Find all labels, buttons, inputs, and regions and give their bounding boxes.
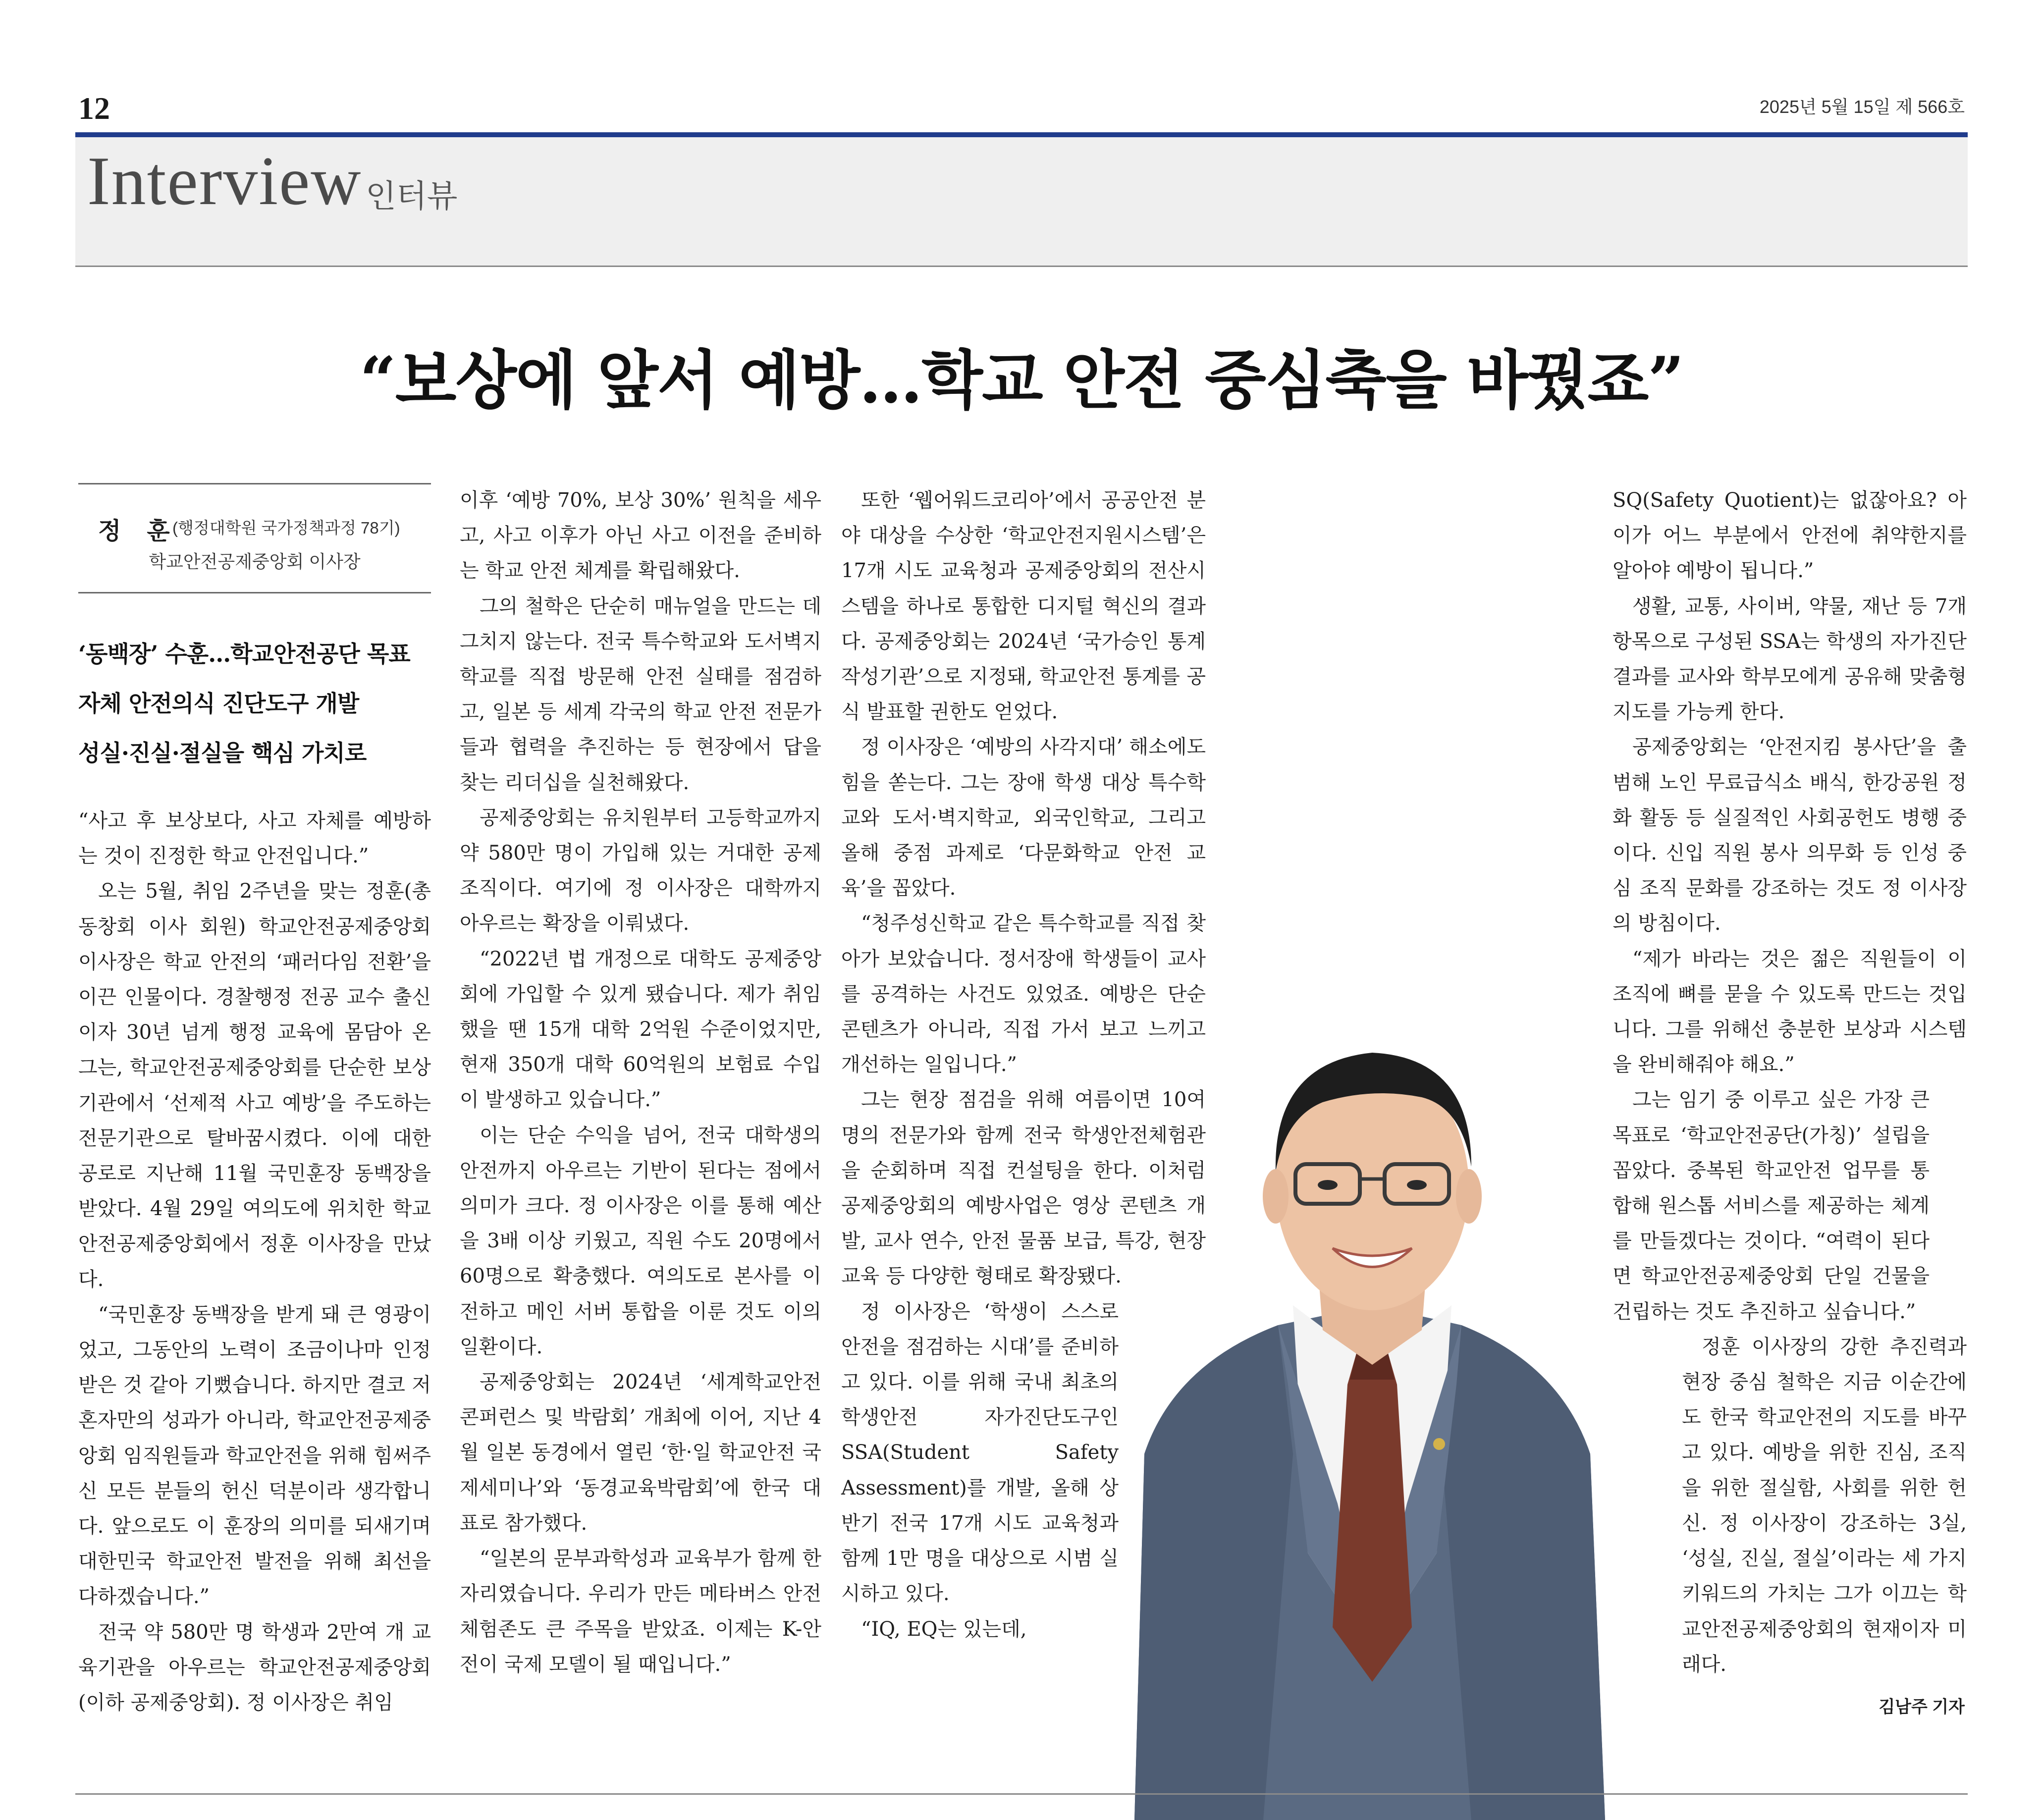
article-column-4 bbox=[1613, 483, 1967, 1682]
paragraph: 생활, 교통, 사이버, 약물, 재난 등 7개 항목으로 구성된 SSA는 학생의 자가진단 결과를 교사와 학부모에게 공유해 맞춤형 지도를 가능케 한다. bbox=[1613, 594, 1967, 724]
interviewee-portrait bbox=[1115, 1008, 1605, 1820]
paragraph: 이후 ‘예방 70%, 보상 30%’ 원칙을 세우고, 사고 이후가 아닌 사고 이전을 준비하는 학교 안전 체계를 확립해왔다. bbox=[460, 489, 821, 583]
paragraph: 그는 임기 중 이루고 싶은 가장 큰 목표로 ‘학교안전공단(가칭)’ 설립을 꼽았다. 중복된 학교안전 업무를 통합해 원스톱 서비스를 제공하는 체계를 만들겠다는 것이다. “여력이 된다면 학교안전공제중앙회 단일 건물을 건립하는 것도 추진하고 싶습니다.” bbox=[1613, 1088, 1930, 1323]
article-column-1 bbox=[78, 803, 431, 1720]
page-number: 12 bbox=[78, 91, 110, 126]
paragraph: “청주성신학교 같은 특수학교를 직접 찾아가 보았습니다. 정서장애 학생들이 교사를 공격하는 사건도 있었죠. 예방은 단순 콘텐츠가 아니라, 직접 가서 보고 느끼고 개선하는 일입니다.” bbox=[841, 912, 1206, 1076]
paragraph: 그는 현장 점검을 위해 여름이면 10여 명의 전문가와 함께 전국 학생안전체험관을 순회하며 직접 컨설팅을 한다. 이처럼 공제중앙회의 예방사업은 영상 콘텐츠 개발, 교사 연수, 안전 물품 보급, 특강, 현장 교육 등 다양한 형태로 확장됐다. bbox=[841, 1088, 1206, 1288]
subhead: 성실·진실·절실을 핵심 가치로 bbox=[78, 740, 367, 766]
paragraph: “사고 후 보상보다, 사고 자체를 예방하는 것이 진정한 학교 안전입니다.” bbox=[78, 809, 431, 868]
paragraph: 이는 단순 수익을 넘어, 전국 대학생의 안전까지 아우르는 기반이 된다는 점에서 의미가 크다. 정 이사장은 이를 통해 예산을 3배 이상 키웠고, 직원 수도 20명에서 60명으로 확충했다. 여의도로 본사를 이전하고 메인 서버 통합을 이룬 것도 이의 일환이다. bbox=[460, 1124, 821, 1358]
paragraph: 공제중앙회는 ‘안전지킴 봉사단’을 출범해 노인 무료급식소 배식, 한강공원 정화 활동 등 실질적인 사회공헌도 병행 중이다. 신입 직원 봉사 의무화 등 인성 중심 조직 문화를 강조하는 것도 정 이사장의 방침이다. bbox=[1613, 736, 1967, 935]
headline: “보상에 앞서 예방…학교 안전 중심축을 바꿨죠” bbox=[360, 343, 1683, 418]
top-rule bbox=[75, 132, 1968, 137]
paragraph: 공제중앙회는 유치원부터 고등학교까지 약 580만 명이 가입해 있는 거대한 공제 조직이다. 여기에 정 이사장은 대학까지 아우르는 확장을 이뤄냈다. bbox=[460, 806, 821, 935]
bottom-rule bbox=[75, 1793, 1968, 1795]
paragraph: “2022년 법 개정으로 대학도 공제중앙회에 가입할 수 있게 됐습니다. 제가 취임했을 땐 15개 대학 2억원 수준이었지만, 현재 350개 대학 60억원의 보험료 수입이 발생하고 있습니다.” bbox=[460, 947, 821, 1112]
article-column-2 bbox=[460, 483, 821, 1682]
section-title-ko: 인터뷰 bbox=[366, 178, 458, 214]
paragraph: 정 이사장은 ‘학생이 스스로 안전을 점검하는 시대’를 준비하고 있다. 이를 위해 국내 최초의 학생안전 자가진단도구인 SSA(Student Safety Assessment)를 개발, 올해 상반기 전국 17개 시도 교육청과 함께 1만 명을 대상으로 시범 실시하고 있다. bbox=[841, 1300, 1119, 1606]
paragraph: “일본의 문부과학성과 교육부가 함께 한 자리였습니다. 우리가 만든 메타버스 안전 체험존도 큰 주목을 받았죠. 이제는 K-안전이 국제 모델이 될 때입니다.” bbox=[460, 1547, 821, 1676]
subheads bbox=[78, 629, 431, 778]
paragraph: 공제중앙회는 2024년 ‘세계학교안전 콘퍼런스 및 박람회’ 개최에 이어, 지난 4월 일본 동경에서 열린 ‘한·일 학교안전 국제세미나’와 ‘동경교육박람회’에 한국 대표로 참가했다. bbox=[460, 1371, 821, 1535]
issue-info: 2025년 5월 15일 제 566호 bbox=[1759, 97, 1965, 117]
byline-name: 정 훈 bbox=[98, 518, 180, 544]
paragraph: 오는 5월, 취임 2주년을 맞는 정훈(총동창회 이사 회원) 학교안전공제중앙회 이사장은 학교 안전의 ‘패러다임 전환’을 이끈 인물이다. 경찰행정 전공 교수 출신이자 30년 넘게 행정 교육에 몸담아 온 그는, 학교안전공제중앙회를 단순한 보상 기관에서 ‘선제적 사고 예방’을 주도하는 전문기관으로 탈바꿈시켰다. 이에 대한 공로로 지난해 11월 국민훈장 동백장을 받았다. 4월 29일 여의도에 위치한 학교안전공제중앙회에서 정훈 이사장을 만났다. bbox=[78, 880, 431, 1291]
byline-box bbox=[78, 483, 431, 593]
paragraph: “제가 바라는 것은 젊은 직원들이 이 조직에 뼈를 묻을 수 있도록 만드는 것입니다. 그를 위해선 충분한 보상과 시스템을 완비해줘야 해요.” bbox=[1613, 947, 1967, 1076]
paragraph: 정훈 이사장의 강한 추진력과 현장 중심 철학은 지금 이순간에도 한국 학교안전의 지도를 바꾸고 있다. 예방을 위한 진심, 조직을 위한 절실함, 사회를 위한 헌신. 정 이사장이 강조하는 3실, ‘성실, 진실, 절실’이라는 세 가지 키워드의 가치는 그가 이끄는 학교안전공제중앙회의 현재이자 미래다. bbox=[1682, 1335, 1967, 1676]
paragraph: “IQ, EQ는 있는데, bbox=[861, 1617, 1027, 1641]
subhead: 자체 안전의식 진단도구 개발 bbox=[78, 690, 359, 717]
reporter-credit: 김남주 기자 bbox=[1879, 1698, 1965, 1716]
paragraph: “국민훈장 동백장을 받게 돼 큰 영광이었고, 그동안의 노력이 조금이나마 인정받은 것 같아 기뻤습니다. 하지만 결코 저 혼자만의 성과가 아니라, 학교안전공제중앙회 임직원들과 학교안전을 위해 힘써주신 모든 분들의 헌신 덕분이라 생각합니다. 앞으로도 이 훈장의 의미를 되새기며 대한민국 학교안전 발전을 위해 최선을 다하겠습니다.” bbox=[78, 1303, 431, 1608]
subhead: ‘동백장’ 수훈…학교안전공단 목표 bbox=[78, 641, 410, 667]
paragraph: 전국 약 580만 명 학생과 2만여 개 교육기관을 아우르는 학교안전공제중앙회(이하 공제중앙회). 정 이사장은 취임 bbox=[78, 1620, 431, 1714]
paragraph: 그의 철학은 단순히 매뉴얼을 만드는 데 그치지 않는다. 전국 특수학교와 도서벽지 학교를 직접 방문해 안전 실태를 점검하고, 일본 등 세계 각국의 학교 안전 전문가들과 협력을 추진하는 등 현장에서 답을 찾는 리더십을 실천해왔다. bbox=[460, 594, 821, 794]
byline-credentials: (행정대학원 국가정책과정 78기) bbox=[172, 519, 400, 537]
paragraph: 또한 ‘웹어워드코리아’에서 공공안전 분야 대상을 수상한 ‘학교안전지원시스템’은 17개 시도 교육청과 공제중앙회의 전산시스템을 하나로 통합한 디지털 혁신의 결과다. 공제중앙회는 2024년 ‘국가승인 통계작성기관’으로 지정돼, 학교안전 통계를 공식 발표할 권한도 얻었다. bbox=[841, 489, 1206, 724]
paragraph: SQ(Safety Quotient)는 없잖아요? 아이가 어느 부분에서 안전에 취약한지를 알아야 예방이 됩니다.” bbox=[1613, 489, 1967, 583]
paragraph: 정 이사장은 ‘예방의 사각지대’ 해소에도 힘을 쏟는다. 그는 장애 학생 대상 특수학교와 도서·벽지학교, 외국인학교, 그리고 올해 중점 과제로 ‘다문화학교 안전 교육’을 꼽았다. bbox=[841, 736, 1206, 900]
byline-title: 학교안전공제중앙회 이사장 bbox=[149, 551, 361, 572]
section-title-en: Interview bbox=[87, 143, 362, 219]
